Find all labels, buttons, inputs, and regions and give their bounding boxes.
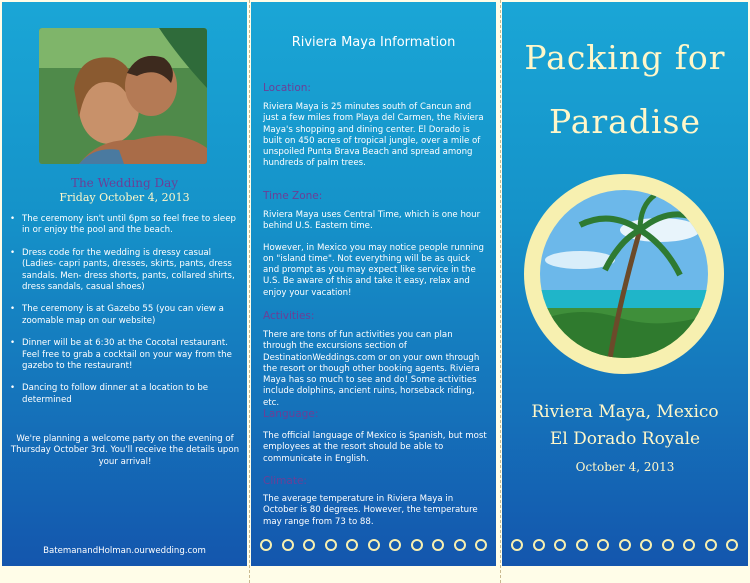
language-heading: Language: — [263, 408, 319, 420]
ring-icon — [303, 539, 315, 551]
panel-title: Riviera Maya Information — [291, 35, 456, 50]
cover-panel — [502, 2, 748, 566]
wedding-website-link[interactable]: BatemanandHolman.ourwedding.com — [43, 546, 206, 556]
fold-line — [249, 0, 250, 583]
welcome-party-note: We're planning a welcome party on the evening of Thursday October 3rd. You'll receive the details upon your arrival! — [10, 434, 240, 467]
ring-icon — [511, 539, 523, 551]
ring-icon — [597, 539, 609, 551]
cover-title-line-1: Packing for — [524, 38, 726, 77]
beach-palm-photo — [540, 190, 708, 358]
ring-icon — [619, 539, 631, 551]
list-item: • Dinner will be at 6:30 at the Cocotal restaurant. Feel free to grab a cocktail on your way from the gazebo to the restaurant! — [10, 338, 232, 372]
ring-icon — [411, 539, 423, 551]
couple-photo — [39, 28, 207, 164]
ring-icon — [432, 539, 444, 551]
activities-text: There are tons of fun activities you can plan through the excursions section of DestinationWeddings.com or on your own through the resort or though other booking agents. Riviera Maya has so much to see and do! Some activities include dolphins, ancient ruins, horseback riding, etc. — [263, 330, 480, 408]
couple-photo-graphic — [39, 28, 207, 164]
location-text: Riviera Maya is 25 minutes south of Cancun and just a few miles from Playa del Carmen, the Riviera Maya's shopping and dining center. El Dorado is built on 450 acres of tropical jungle, over a mile of unspoiled Punta Brava Beach and spread among hundreds of palm trees. — [263, 102, 484, 169]
ring-icon — [640, 539, 652, 551]
ring-icon — [389, 539, 401, 551]
ring-icon — [533, 539, 545, 551]
location-heading: Location: — [263, 82, 311, 94]
ring-icon — [282, 539, 294, 551]
ring-icon — [705, 539, 717, 551]
list-item: • Dancing to follow dinner at a location to be determined — [10, 383, 209, 405]
ring-icon — [576, 539, 588, 551]
time-zone-heading: Time Zone: — [263, 190, 323, 202]
riviera-info-panel — [251, 2, 496, 566]
wedding-day-date: Friday October 4, 2013 — [59, 191, 190, 204]
ring-icon — [475, 539, 487, 551]
ring-decoration — [251, 539, 496, 551]
ring-icon — [368, 539, 380, 551]
list-item: • The ceremony is at Gazebo 55 (you can view a zoomable map on our website) — [10, 304, 224, 326]
wedding-day-list — [8, 214, 240, 417]
cover-location: Riviera Maya, Mexico — [531, 402, 719, 422]
ring-icon — [325, 539, 337, 551]
ring-icon — [554, 539, 566, 551]
cover-date: October 4, 2013 — [575, 460, 675, 474]
ring-icon — [726, 539, 738, 551]
time-zone-text: Riviera Maya uses Central Time, which is one hour behind U.S. Eastern time. However, in Mexico you may notice people running on "island time". Not everything will be as quick and prompt as you may expect like service in the U.S. Be aware of this and take it easy, relax and enjoy your vacation! — [263, 210, 484, 298]
ring-icon — [454, 539, 466, 551]
climate-heading: Climate: — [263, 475, 307, 487]
language-text: The official language of Mexico is Spanish, but most employees at the resort should be able to communicate in English. — [263, 431, 487, 464]
wedding-day-title: The Wedding Day — [70, 176, 179, 190]
beach-palm-graphic — [540, 190, 708, 358]
ring-icon — [662, 539, 674, 551]
fold-line — [500, 0, 501, 583]
list-item: • The ceremony isn't until 6pm so feel free to sleep in or enjoy the pool and the beach. — [10, 214, 236, 236]
cover-resort: El Dorado Royale — [549, 429, 701, 449]
activities-heading: Activities: — [263, 310, 315, 322]
wedding-day-panel — [2, 2, 247, 566]
ring-icon — [683, 539, 695, 551]
cover-title-line-2: Paradise — [549, 102, 701, 141]
ring-icon — [260, 539, 272, 551]
ring-icon — [346, 539, 358, 551]
ring-decoration — [502, 539, 747, 551]
climate-text: The average temperature in Riviera Maya in October is 80 degrees. However, the temperature may range from 73 to 88. — [263, 494, 478, 527]
list-item: • Dress code for the wedding is dressy casual (Ladies- capri pants, dresses, skirts, pants, dress sandals. Men- dress shorts, pants, collared shirts, dress sandals, casual shoes) — [10, 247, 235, 293]
